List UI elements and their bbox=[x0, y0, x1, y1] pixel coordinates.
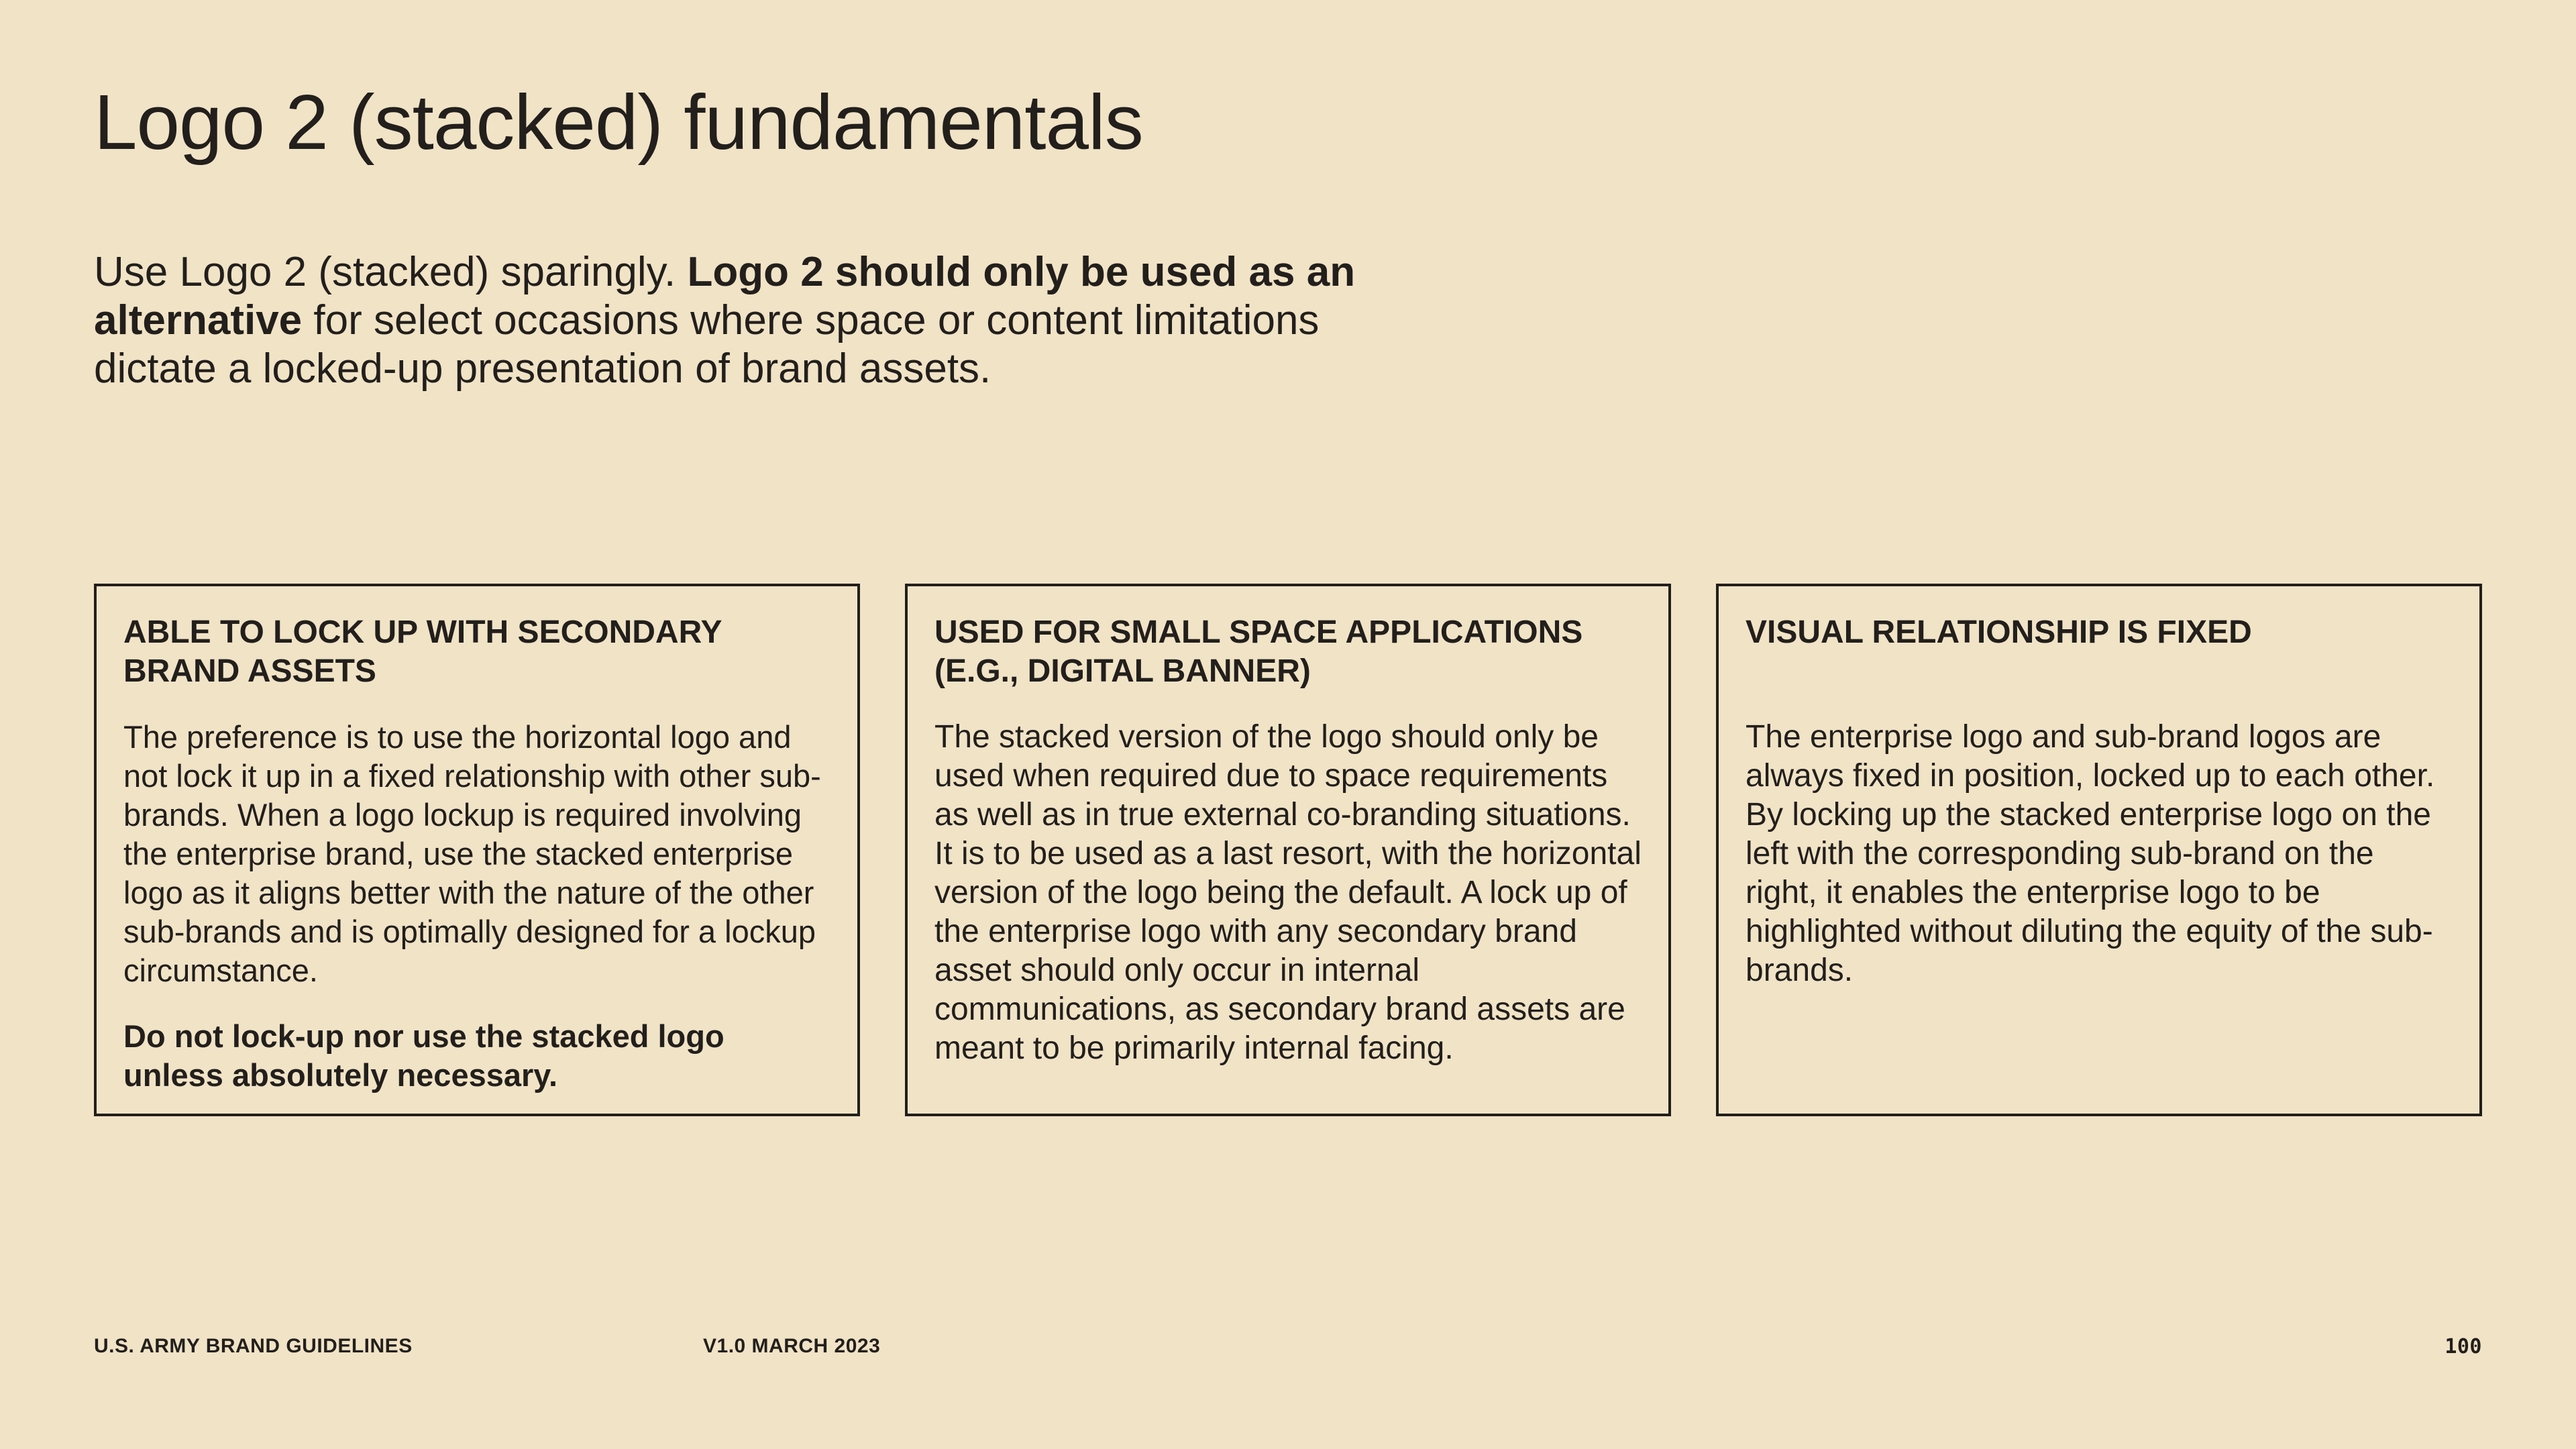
intro-paragraph bbox=[94, 248, 1449, 393]
card-body: The enterprise logo and sub-brand logos are always fixed in position, locked up to each other. By locking up the stacked enterprise logo on the left with the corresponding sub-brand on the right, it enables the enterprise logo to be highlighted without diluting the equity of the sub-brands. bbox=[1746, 719, 2435, 988]
footer-version-label: V1.0 MARCH 2023 bbox=[703, 1335, 881, 1357]
footer-guidelines-label: U.S. ARMY BRAND GUIDELINES bbox=[94, 1335, 413, 1357]
page-number: 100 bbox=[2445, 1335, 2482, 1358]
page-title: Logo 2 (stacked) fundamentals bbox=[94, 78, 1143, 166]
card-lock-up-secondary bbox=[94, 584, 860, 1116]
card-heading: VISUAL RELATIONSHIP IS FIXED bbox=[1746, 614, 2252, 650]
fundamentals-cards bbox=[94, 584, 2482, 1116]
card-note: Do not lock-up nor use the stacked logo unless absolutely necessary. bbox=[123, 1018, 724, 1093]
card-body: The stacked version of the logo should only be used when required due to space requirements as well as in true external co-branding situations. It is to be used as a last resort, with the horizontal version of the logo being the default. A lock up of the enterprise logo with any secondary brand asset should only occur in internal communications, as secondary brand assets are meant to be primarily internal facing. bbox=[934, 719, 1642, 1066]
card-body: The preference is to use the horizontal logo and not lock it up in a fixed relationship with other sub-brands. When a logo lockup is required involving the enterprise brand, use the stacked enterprise logo as it aligns better with the nature of the other sub-brands and is optimally designed for a lockup circumstance. bbox=[123, 719, 821, 988]
intro-emphasis: Logo 2 should only be used as an alternative bbox=[94, 249, 1356, 343]
intro-text-start: Use Logo 2 (stacked) sparingly. bbox=[94, 249, 688, 295]
card-small-space-applications bbox=[905, 584, 1671, 1116]
intro-text-end: for select occasions where space or content limitations dictate a locked-up presentation of brand assets. bbox=[94, 297, 1320, 392]
card-heading: ABLE TO LOCK UP WITH SECONDARY BRAND ASSETS bbox=[123, 614, 722, 689]
card-heading: USED FOR SMALL SPACE APPLICATIONS (E.G., DIGITAL BANNER) bbox=[934, 614, 1583, 689]
card-visual-relationship bbox=[1716, 584, 2482, 1116]
